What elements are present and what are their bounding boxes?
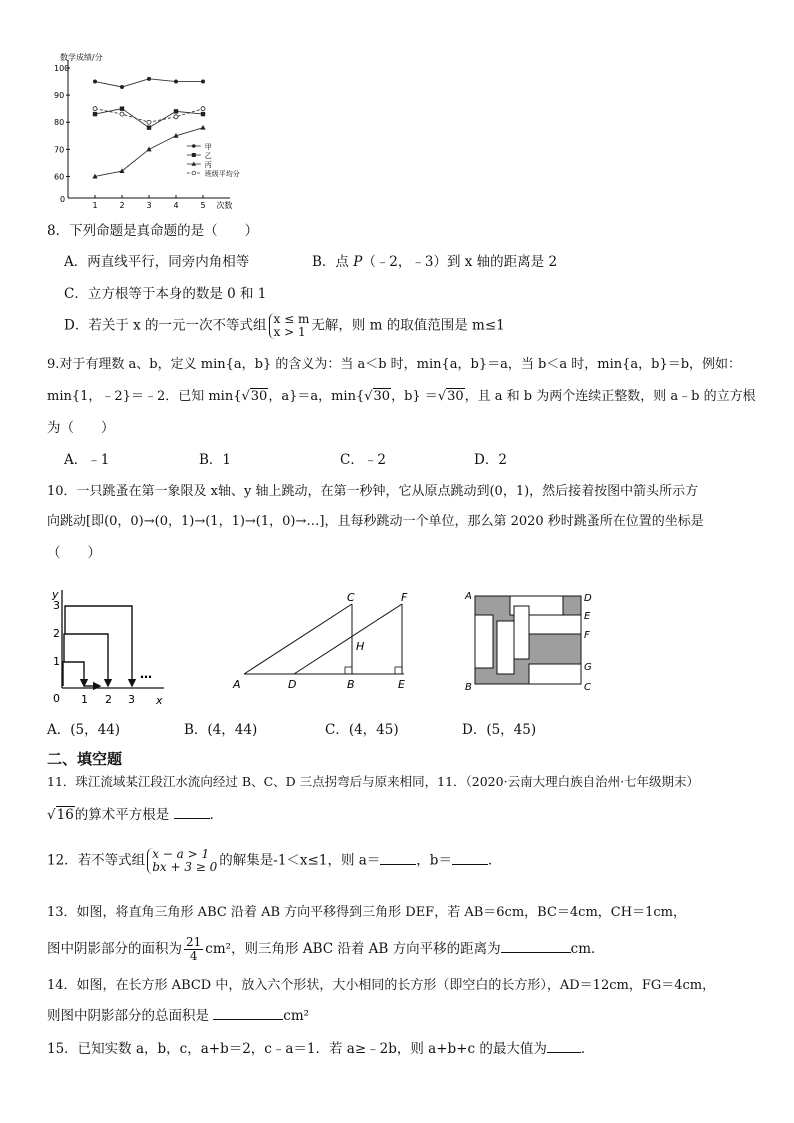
legend-label: 班级平均分 bbox=[204, 170, 240, 178]
rectangle-abcd-figure bbox=[462, 588, 602, 694]
svg-text:A: A bbox=[233, 678, 241, 691]
q10-option-a: A．(5，44) bbox=[47, 722, 121, 738]
x-tick-label: 1 bbox=[92, 201, 98, 210]
q13-line-1: 13．如图，将直角三角形 ABC 沿着 AB 方向平移得到三角形 DEF，若 AB＝6cm，BC＝4cm，CH＝1cm， bbox=[47, 905, 686, 920]
q8-option-b: B．点 P（﹣2，﹣3）到 x 轴的距离是 2 bbox=[312, 254, 558, 270]
svg-text:E: E bbox=[398, 678, 405, 691]
data-point bbox=[119, 168, 124, 173]
data-point bbox=[146, 147, 151, 152]
q10-line-1: 10．一只跳蚤在第一象限及 x轴、y 轴上跳动，在第一秒钟，它从原点跳动到(0，1)，然后接着按图中箭头所示方 bbox=[47, 484, 699, 499]
q10-line-2: 向跳动[即(0，0)→(0，1)→(1，1)→(1，0)→…]，且每秒跳动一个单位，那么第 2020 秒时跳蚤所在位置的坐标是 bbox=[47, 514, 704, 529]
data-point bbox=[147, 120, 151, 124]
x-axis-label: x bbox=[156, 694, 163, 707]
svg-text:…: … bbox=[140, 667, 152, 681]
x-tick-label: 4 bbox=[173, 201, 179, 210]
score-line-chart bbox=[40, 50, 280, 210]
q9-line-3: 为（ ） bbox=[47, 420, 115, 436]
q9-option-d: D．2 bbox=[474, 452, 507, 468]
q9-option-c: C．﹣2 bbox=[340, 452, 386, 468]
y-tick-label: 100 bbox=[54, 64, 70, 73]
data-point bbox=[174, 80, 178, 84]
data-point bbox=[147, 77, 151, 81]
q15-line: 15．已知实数 a，b，c，a+b＝2，c﹣a＝1．若 a≥﹣2b，则 a+b+c 的最大值为 ． bbox=[47, 1041, 595, 1057]
q8-stem: 8．下列命题是真命题的是（ ） bbox=[47, 223, 259, 239]
q12-line: 12．若不等式组 x − a > 1 bx + 3 ≥ 0 的解集是-1＜x≤1，则 a＝ ，b＝ ． bbox=[47, 847, 502, 874]
origin-label: 0 bbox=[53, 692, 60, 705]
svg-text:2: 2 bbox=[105, 693, 112, 706]
data-point bbox=[120, 112, 124, 116]
svg-text:C: C bbox=[347, 591, 355, 604]
q8-option-d: D．若关于 x 的一元一次不等式组 x ≤ m x > 1 无解，则 m 的取值范围是 m≤1 bbox=[64, 312, 505, 339]
svg-text:1: 1 bbox=[81, 693, 88, 706]
q8-option-a: A．两直线平行，同旁内角相等 bbox=[64, 254, 250, 270]
y-tick-label: 80 bbox=[54, 118, 65, 128]
y-tick-label: 90 bbox=[54, 91, 65, 101]
inequality-system: x ≤ m x > 1 bbox=[269, 313, 310, 339]
q9-line-2: min{1，﹣2}＝﹣2．已知 min{√30，a}＝a，min{√30，b} ＝√30，且 a 和 b 为两个连续正整数，则 a﹣b 的立方根 bbox=[47, 389, 756, 404]
svg-text:F: F bbox=[584, 630, 590, 641]
svg-text:A: A bbox=[465, 591, 472, 602]
q11-line-2: √16的算术平方根是 ． bbox=[47, 807, 224, 823]
data-point bbox=[93, 107, 97, 111]
data-point bbox=[201, 80, 205, 84]
legend-label: 乙 bbox=[204, 152, 212, 160]
x-axis-label: 次数 bbox=[216, 201, 233, 210]
data-point bbox=[120, 106, 124, 110]
legend-label: 甲 bbox=[204, 143, 212, 151]
legend-marker bbox=[192, 144, 196, 148]
svg-text:3: 3 bbox=[128, 693, 135, 706]
svg-text:D: D bbox=[584, 593, 592, 604]
svg-text:G: G bbox=[584, 662, 592, 673]
svg-text:B: B bbox=[465, 682, 472, 693]
q10-option-c: C．(4，45) bbox=[325, 722, 399, 738]
x-tick-label: 2 bbox=[119, 201, 125, 210]
triangle-translation-figure bbox=[228, 588, 418, 692]
y-tick-label: 60 bbox=[54, 172, 65, 182]
y-axis-label: 数学成绩/分 bbox=[60, 53, 103, 62]
q8-option-c: C．立方根等于本身的数是 0 和 1 bbox=[64, 286, 267, 302]
legend-marker bbox=[192, 171, 196, 175]
svg-text:B: B bbox=[347, 678, 355, 691]
section-heading: 二、填空题 bbox=[47, 750, 123, 768]
legend-label: 丙 bbox=[204, 161, 212, 169]
flea-jump-figure bbox=[44, 584, 174, 710]
q10-line-3: （ ） bbox=[47, 545, 101, 561]
q14-line-1: 14．如图，在长方形 ABCD 中，放入六个形状，大小相同的长方形（即空白的长方形），AD＝12cm，FG＝4cm， bbox=[47, 978, 716, 993]
origin-label: 0 bbox=[60, 195, 66, 204]
svg-text:C: C bbox=[584, 682, 591, 693]
q13-line-2: 图中阴影部分的面积为 $\frac{21}{4}$ cm²，则三角形 ABC 沿着 AB 方向平移的距离为 cm． bbox=[47, 935, 605, 963]
legend-marker bbox=[192, 153, 196, 157]
q9-option-b: B．1 bbox=[199, 452, 232, 468]
data-point bbox=[174, 109, 178, 113]
data-point bbox=[93, 112, 97, 116]
svg-text:1: 1 bbox=[53, 655, 60, 668]
series-line-3 bbox=[95, 128, 203, 177]
x-tick-label: 3 bbox=[146, 201, 152, 210]
svg-text:H: H bbox=[356, 640, 365, 653]
svg-text:2: 2 bbox=[53, 627, 60, 640]
svg-text:F: F bbox=[401, 591, 408, 604]
data-point bbox=[120, 85, 124, 89]
q9-line-1: 9.对于有理数 a、b，定义 min{a，b} 的含义为：当 a＜b 时，min{a，b}＝a，当 b＜a 时，min{a，b}＝b，例如： bbox=[47, 357, 742, 372]
q10-option-d: D．(5，45) bbox=[462, 722, 537, 738]
data-point bbox=[201, 112, 205, 116]
x-tick-label: 5 bbox=[200, 201, 206, 210]
data-point bbox=[200, 125, 205, 130]
data-point bbox=[147, 125, 151, 129]
data-point bbox=[201, 107, 205, 111]
q14-line-2: 则图中阴影部分的总面积是 cm² bbox=[47, 1008, 310, 1024]
svg-text:E: E bbox=[584, 611, 591, 622]
svg-text:D: D bbox=[288, 678, 297, 691]
q11-line-1: 11．珠江流域某江段江水流向经过 B、C、D 三点拐弯后与原来相同，11．（2020·云南大理白族自治州·七年级期末） bbox=[47, 774, 700, 789]
y-axis-label: y bbox=[52, 588, 59, 601]
y-tick-label: 70 bbox=[54, 145, 65, 155]
svg-text:3: 3 bbox=[53, 599, 60, 612]
inequality-system: x − a > 1 bx + 3 ≥ 0 bbox=[147, 848, 217, 874]
q9-option-a: A．﹣1 bbox=[64, 452, 110, 468]
q10-option-b: B．(4，44) bbox=[184, 722, 258, 738]
data-point bbox=[174, 115, 178, 119]
data-point bbox=[93, 80, 97, 84]
